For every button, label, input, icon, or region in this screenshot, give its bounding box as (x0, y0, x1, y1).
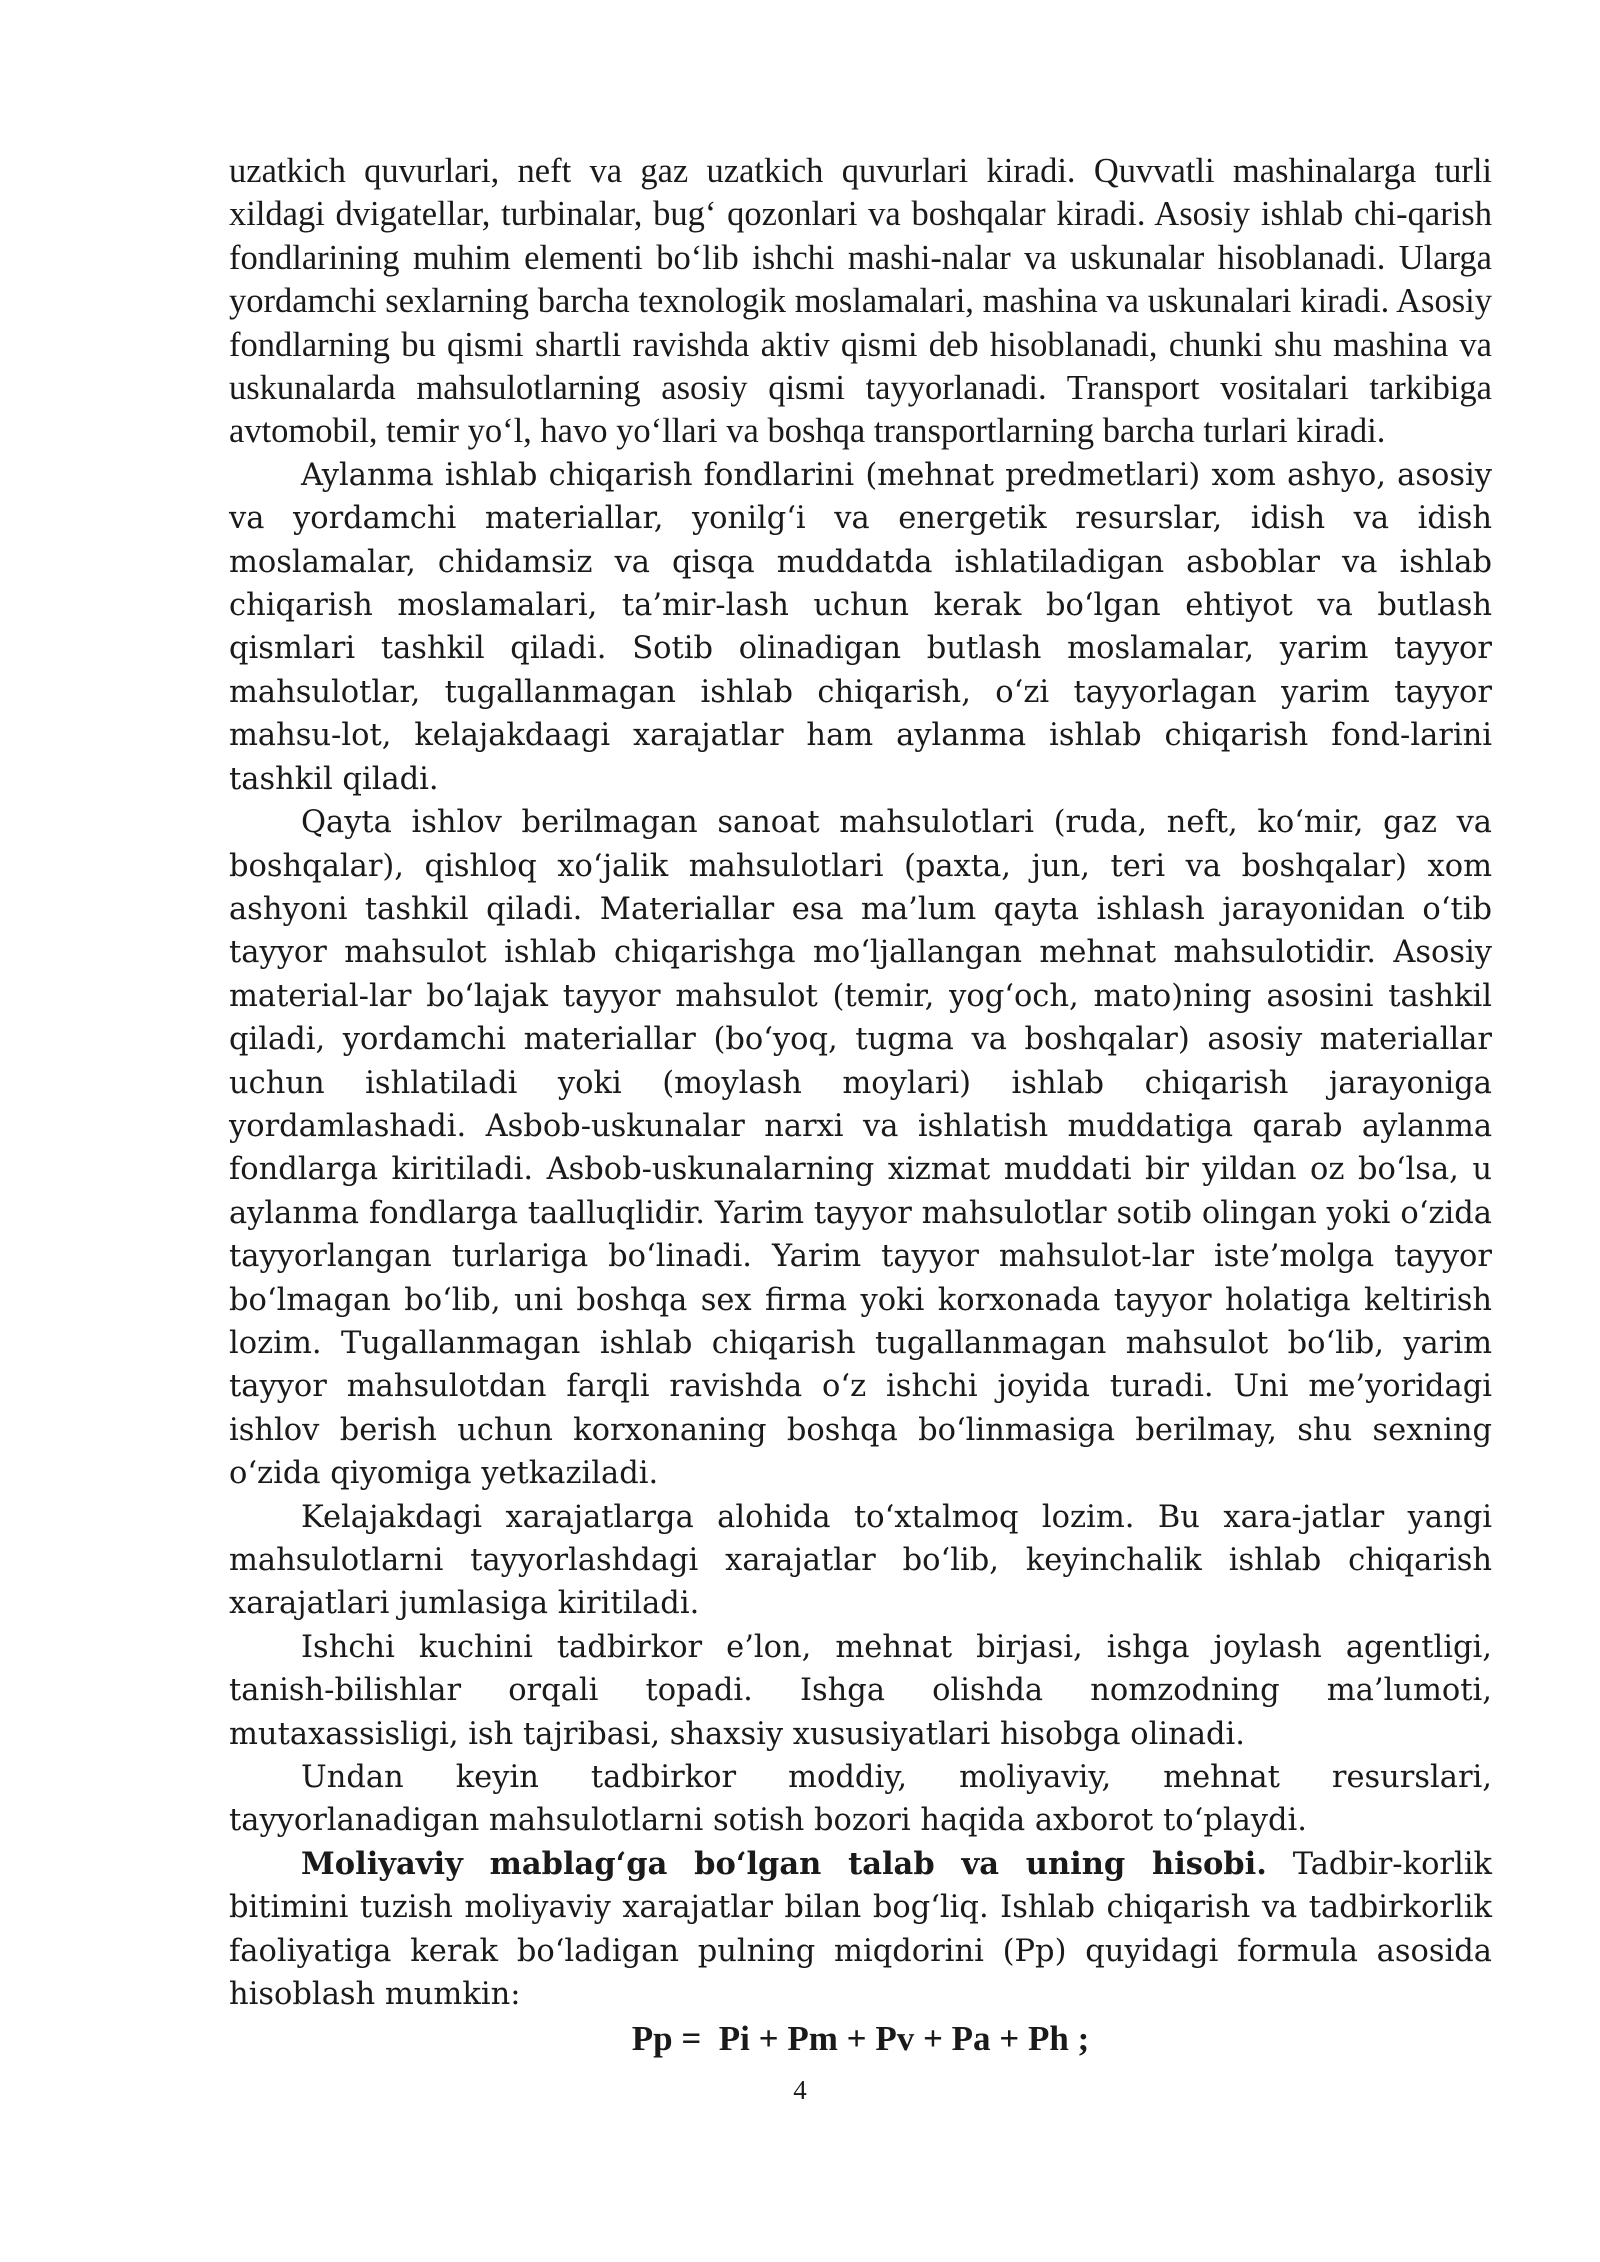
paragraph-future-expenses: Kelajakdagi xarajatlarga alohida to‘xtalmoq lozim. Bu xara-jatlar yangi mahsulotlarni tayyorlashdagi xarajatlar bo‘lib, keyinchalik ishlab chiqarish xarajatlari jumlasiga kiritiladi. (229, 1499, 1492, 1622)
paragraph-working-capital: Aylanma ishlab chiqarish fondlarini (mehnat predmetlari) xom ashyo, asosiy va yordamchi materiallar, yonilg‘i va energetik resurslar, idish va idish moslamalar, chidamsiz va qisqa muddatda ishlatiladigan asboblar va ishlab chiqarish moslamalari, ta’mir-lash uchun kerak bo‘lgan ehtiyot va butlash qismlari tashkil qiladi. Sotib olinadigan butlash moslamalar, yarim tayyor mahsulotlar, tugallanmagan ishlab chiqarish, o‘zi tayyorlagan yarim tayyor mahsu-lot, kelajakdaagi xarajatlar ham aylanma ishlab chiqarish fond-larini tashkil qiladi. (229, 457, 1492, 797)
paragraph-resources-info: Undan keyin tadbirkor moddiy, moliyaviy, mehnat resurslari, tayyorlanadigan mahsulotlarni sotish bozori haqida axborot to‘playdi. (229, 1760, 1492, 1839)
formula: Pp = Pi + Pm + Pv + Pa + Ph ; (631, 2019, 1090, 2059)
section-heading-inline: Moliyaviy mablag‘ga bo‘lgan talab va uning hisobi. (301, 1845, 1267, 1882)
paragraph-financial-needs (229, 1843, 1492, 2017)
paragraph-fixed-assets-continued: uzatkich quvurlari, neft va gaz uzatkich quvurlari kiradi. Quvvatli mashinalarga turli xildagi dvigatellar, turbinalar, bug‘ qozonlari va boshqalar kiradi. Asosiy ishlab chi-qarish fondlarining muhim elementi bo‘lib ishchi mashi-nalar va uskunalar hisoblanadi. Ularga yordamchi sexlarning barcha texnologik moslamalari, mashina va uskunalari kiradi. Asosiy fondlarning bu qismi shartli ravishda aktiv qismi deb hisoblanadi, chunki shu mashina va uskunalarda mahsulotlarning asosiy qismi tayyorlanadi. Transport vositalari tarkibiga avtomobil, temir yo‘l, havo yo‘llari va boshqa transportlarning barcha turlari kiradi. (229, 152, 1492, 451)
paragraph-raw-materials: Qayta ishlov berilmagan sanoat mahsulotlari (ruda, neft, ko‘mir, gaz va boshqalar), qishloq xo‘jalik mahsulotlari (paxta, jun, teri va boshqalar) xom ashyoni tashkil qiladi. Materiallar esa ma’lum qayta ishlash jarayonidan o‘tib tayyor mahsulot ishlab chiqarishga mo‘ljallangan mehnat mahsulotidir. Asosiy material-lar bo‘lajak tayyor mahsulot (temir, yog‘och, mato)ning asosini tashkil qiladi, yordamchi materiallar (bo‘yoq, tugma va boshqalar) asosiy materiallar uchun ishlatiladi yoki (moylash moylari) ishlab chiqarish jarayoniga yordamlashadi. Asbob-uskunalar narxi va ishlatish muddatiga qarab aylanma fondlarga kiritiladi. Asbob-uskunalarning xizmat muddati bir yildan oz bo‘lsa, u aylanma fondlarga taalluqlidir. Yarim tayyor mahsulotlar sotib olingan yoki o‘zida tayyorlangan turlariga bo‘linadi. Yarim tayyor mahsulot-lar iste’molga tayyor bo‘lmagan bo‘lib, uni boshqa sex firma yoki korxonada tayyor holatiga keltirish lozim. Tugallanmagan ishlab chiqarish tugallanmagan mahsulot bo‘lib, yarim tayyor mahsulotdan farqli ravishda o‘z ishchi joyida turadi. Uni me’yoridagi ishlov berish uchun korxonaning boshqa bo‘linmasiga berilmay, shu sexning o‘zida qiyomiga yetkaziladi. (229, 805, 1492, 1492)
paragraph-financial-needs-text: Tadbir-korlik bitimini tuzish moliyaviy xarajatlar bilan bog‘liq. Ishlab chiqarish va tadbirkorlik faoliyatiga kerak bo‘ladigan pulning miqdorini (Pp) quyidagi formula asosida hisoblash mumkin: (229, 1846, 1493, 2013)
paragraph-labor-force: Ishchi kuchini tadbirkor e’lon, mehnat birjasi, ishga joylash agentligi, tanish-bilishlar orqali topadi. Ishga olishda nomzodning ma’lumoti, mutaxassisligi, ish tajribasi, shaxsiy xususiyatlari hisobga olinadi. (229, 1629, 1492, 1752)
page-number: 4 (793, 2075, 807, 2105)
document-page (229, 150, 1492, 2062)
